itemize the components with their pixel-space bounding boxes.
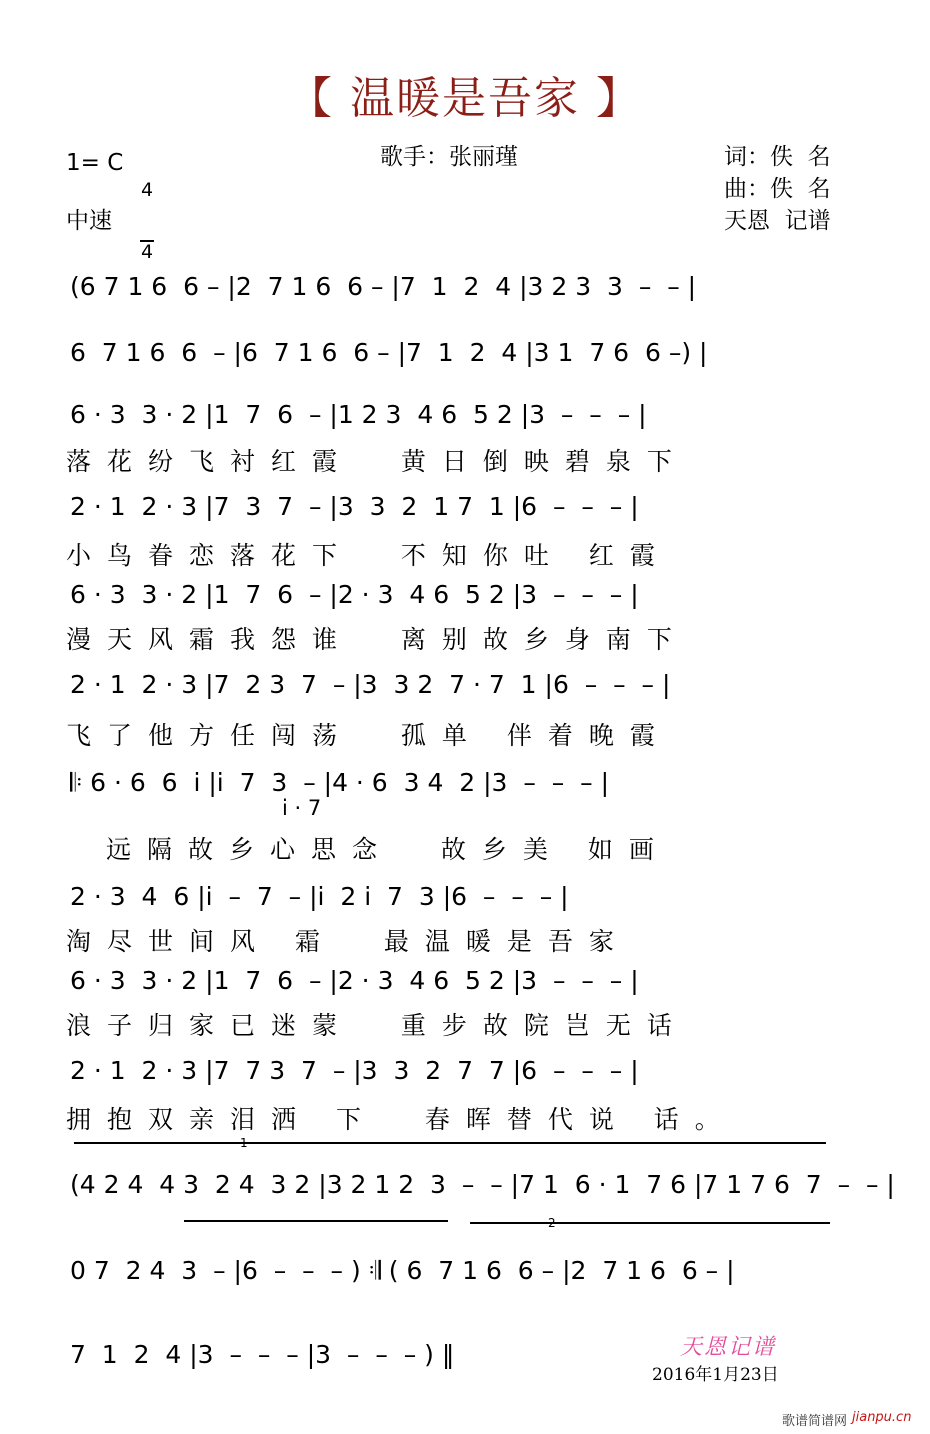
score-row-7-sub-notes: i · 7 — [282, 796, 322, 820]
score-row-1: (6 7 1 6 6 – |2 7 1 6 6 – |7 1 2 4 |3 2 3 3 – – | — [70, 272, 697, 301]
volta-bracket-1 — [74, 1142, 826, 1144]
score-row-6: 2 · 1 2 · 3 |7 2 3 7 – |3 3 2 7 · 7 1 |6 – – – | — [70, 670, 671, 699]
score-row-7: 𝄆 6 · 6 6 i |i 7 3 – |4 · 6 3 4 2 |3 – – – | — [70, 768, 609, 797]
transcriber: 天恩 记谱 — [724, 208, 831, 234]
song-title: 【 温暖是吾家 】 — [288, 73, 642, 124]
tempo: 中速 — [66, 208, 112, 234]
lyric-row-8: 淘尽世间风 霜 最温暖是吾家 — [66, 927, 630, 956]
time-signature-top: 4 — [140, 179, 154, 201]
transcription-date: 2016年1月23日 — [652, 1365, 779, 1385]
volta-number-1: 1 — [240, 1136, 248, 1150]
score-row-8: 2 · 3 4 6 |i – 7 – |i 2 i 7 3 |6 – – – | — [70, 882, 569, 911]
time-signature-bottom: 4 — [140, 241, 154, 263]
singer: 歌手：张丽瑾 — [380, 144, 518, 170]
site-name: 歌谱简谱网 — [782, 1414, 848, 1429]
lyric-row-5: 漫天风霜我怨谁 离别故乡身南下 — [66, 625, 688, 654]
score-row-2: 6 7 1 6 6 – |6 7 1 6 6 – |7 1 2 4 |3 1 7 6 6 –) | — [70, 338, 708, 367]
lyric-row-4: 小鸟眷恋落花下 不知你吐 红霞 — [66, 541, 671, 570]
lyric-row-3: 落花纷飞衬红霞 黄日倒映碧泉下 — [66, 447, 688, 476]
score-row-11: (4 2 4 4 3 2 4 3 2 |3 2 1 2 3 – – |7 1 6 · 1 7 6 |7 1 7 6 7 – – | — [70, 1170, 895, 1199]
lyricist: 词：佚 名 — [724, 144, 831, 170]
composer: 曲：佚 名 — [724, 176, 831, 202]
volta-bracket-2 — [470, 1222, 830, 1224]
score-row-12: 0 7 2 4 3 – |6 – – – ) 𝄇 ( 6 7 1 6 6 – |2 7 1 6 6 – | — [70, 1256, 735, 1285]
volta-number-2: 2 — [548, 1216, 556, 1230]
lyric-row-6: 飞了他方任闯荡 孤单 伴着晚霞 — [66, 721, 671, 750]
score-row-3: 6 · 3 3 · 2 |1 7 6 – |1 2 3 4 6 5 2 |3 – – – | — [70, 400, 647, 429]
score-row-13: 7 1 2 4 |3 – – – |3 – – – ) ‖ — [70, 1340, 455, 1369]
score-row-9: 6 · 3 3 · 2 |1 7 6 – |2 · 3 4 6 5 2 |3 – – – | — [70, 966, 639, 995]
lyric-row-9: 浪子归家已迷蒙 重步故院岂无话 — [66, 1011, 688, 1040]
volta-1-end-line — [184, 1220, 448, 1222]
site-url: jianpu.cn — [852, 1410, 912, 1425]
score-row-5: 6 · 3 3 · 2 |1 7 6 – |2 · 3 4 6 5 2 |3 – – – | — [70, 580, 639, 609]
score-row-10: 2 · 1 2 · 3 |7 7 3 7 – |3 3 2 7 7 |6 – – – | — [70, 1056, 639, 1085]
time-signature — [140, 140, 154, 282]
lyric-row-7: 远隔故乡心思念 故乡美 如画 — [106, 835, 670, 864]
score-row-4: 2 · 1 2 · 3 |7 3 7 – |3 3 2 1 7 1 |6 – – – | — [70, 492, 639, 521]
lyric-row-10: 拥抱双亲泪洒 下 春晖替代说 话。 — [66, 1105, 736, 1134]
key-signature: 1= C — [66, 150, 124, 176]
transcriber-signature: 天恩记谱 — [680, 1335, 777, 1360]
